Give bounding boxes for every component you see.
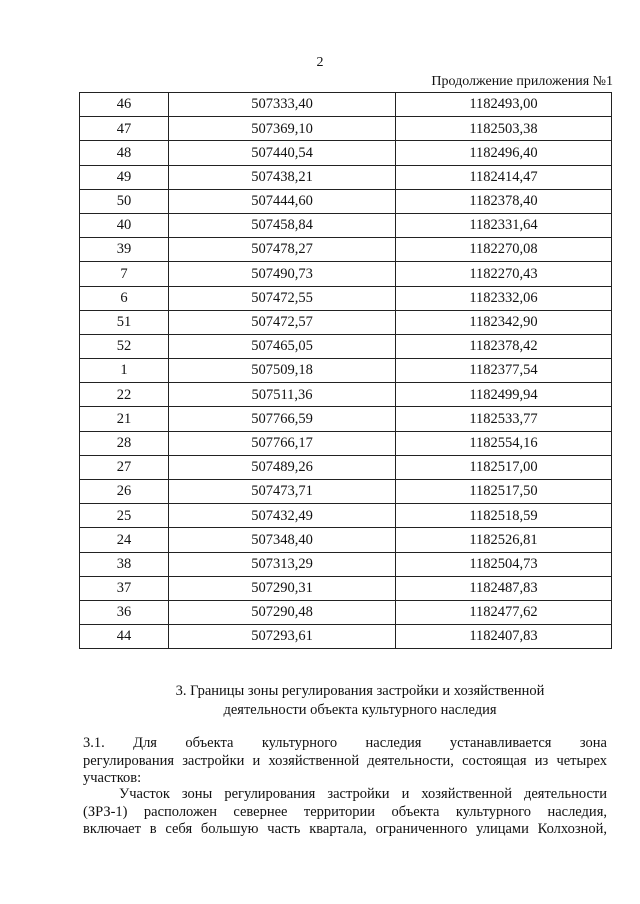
- y-coordinate-cell: 1182270,08: [396, 238, 612, 262]
- y-coordinate-cell: 1182414,47: [396, 165, 612, 189]
- table-row: [80, 334, 612, 358]
- coordinates-table: [79, 92, 612, 649]
- x-coordinate-cell: 507509,18: [169, 359, 396, 383]
- x-coordinate-cell: 507440,54: [169, 141, 396, 165]
- page-number: 2: [316, 55, 324, 70]
- table-row: [80, 117, 612, 141]
- table-row: [80, 238, 612, 262]
- y-coordinate-cell: 1182487,83: [396, 576, 612, 600]
- point-number-cell: 48: [80, 141, 169, 165]
- point-number-cell: 44: [80, 625, 169, 649]
- x-coordinate-cell: 507458,84: [169, 213, 396, 237]
- table-row: [80, 213, 612, 237]
- x-coordinate-cell: 507489,26: [169, 455, 396, 479]
- point-number-cell: 47: [80, 117, 169, 141]
- paragraph-line: Участок зоны регулирования застройки и хозяйственной деятельности: [119, 786, 607, 802]
- point-number-cell: 25: [80, 504, 169, 528]
- x-coordinate-cell: 507766,17: [169, 431, 396, 455]
- table-row: [80, 431, 612, 455]
- x-coordinate-cell: 507472,57: [169, 310, 396, 334]
- table-row: [80, 310, 612, 334]
- x-coordinate-cell: 507313,29: [169, 552, 396, 576]
- table-row: [80, 141, 612, 165]
- paragraph-3-1: [83, 735, 607, 788]
- y-coordinate-cell: 1182518,59: [396, 504, 612, 528]
- table-row: [80, 93, 612, 117]
- table-row: [80, 625, 612, 649]
- point-number-cell: 37: [80, 576, 169, 600]
- y-coordinate-cell: 1182331,64: [396, 213, 612, 237]
- point-number-cell: 24: [80, 528, 169, 552]
- point-number-cell: 27: [80, 455, 169, 479]
- paragraph-line: участков:: [83, 770, 142, 786]
- x-coordinate-cell: 507511,36: [169, 383, 396, 407]
- table-row: [80, 480, 612, 504]
- y-coordinate-cell: 1182342,90: [396, 310, 612, 334]
- table-row: [80, 286, 612, 310]
- y-coordinate-cell: 1182499,94: [396, 383, 612, 407]
- y-coordinate-cell: 1182554,16: [396, 431, 612, 455]
- section-heading-line-2: деятельности объекта культурного наследия: [223, 702, 497, 718]
- y-coordinate-cell: 1182270,43: [396, 262, 612, 286]
- y-coordinate-cell: 1182517,50: [396, 480, 612, 504]
- y-coordinate-cell: 1182378,40: [396, 189, 612, 213]
- x-coordinate-cell: 507478,27: [169, 238, 396, 262]
- table-row: [80, 600, 612, 624]
- paragraph-line: регулирования застройки и хозяйственной деятельности, состоящая из четырех: [83, 752, 607, 769]
- point-number-cell: 7: [80, 262, 169, 286]
- point-number-cell: 21: [80, 407, 169, 431]
- point-number-cell: 6: [80, 286, 169, 310]
- x-coordinate-cell: 507766,59: [169, 407, 396, 431]
- x-coordinate-cell: 507444,60: [169, 189, 396, 213]
- y-coordinate-cell: 1182477,62: [396, 600, 612, 624]
- y-coordinate-cell: 1182496,40: [396, 141, 612, 165]
- point-number-cell: 38: [80, 552, 169, 576]
- table-row: [80, 383, 612, 407]
- y-coordinate-cell: 1182526,81: [396, 528, 612, 552]
- table-row: [80, 504, 612, 528]
- table-row: [80, 189, 612, 213]
- point-number-cell: 49: [80, 165, 169, 189]
- table-row: [80, 576, 612, 600]
- point-number-cell: 22: [80, 383, 169, 407]
- table-row: [80, 552, 612, 576]
- table-row: [80, 165, 612, 189]
- x-coordinate-cell: 507290,31: [169, 576, 396, 600]
- x-coordinate-cell: 507438,21: [169, 165, 396, 189]
- y-coordinate-cell: 1182377,54: [396, 359, 612, 383]
- y-coordinate-cell: 1182517,00: [396, 455, 612, 479]
- paragraph-zrz-1: [83, 786, 607, 839]
- section-heading-line-1: 3. Границы зоны регулирования застройки и хозяйственной: [175, 683, 545, 699]
- x-coordinate-cell: 507293,61: [169, 625, 396, 649]
- point-number-cell: 26: [80, 480, 169, 504]
- table-row: [80, 262, 612, 286]
- point-number-cell: 51: [80, 310, 169, 334]
- x-coordinate-cell: 507333,40: [169, 93, 396, 117]
- point-number-cell: 36: [80, 600, 169, 624]
- x-coordinate-cell: 507348,40: [169, 528, 396, 552]
- y-coordinate-cell: 1182533,77: [396, 407, 612, 431]
- point-number-cell: 28: [80, 431, 169, 455]
- y-coordinate-cell: 1182504,73: [396, 552, 612, 576]
- y-coordinate-cell: 1182378,42: [396, 334, 612, 358]
- x-coordinate-cell: 507432,49: [169, 504, 396, 528]
- section-heading: [110, 682, 610, 720]
- x-coordinate-cell: 507473,71: [169, 480, 396, 504]
- paragraph-line: 3.1. Для объекта культурного наследия устанавливается зона: [83, 735, 607, 751]
- point-number-cell: 50: [80, 189, 169, 213]
- table-row: [80, 528, 612, 552]
- x-coordinate-cell: 507290,48: [169, 600, 396, 624]
- appendix-note: Продолжение приложения №1: [431, 74, 613, 89]
- point-number-cell: 40: [80, 213, 169, 237]
- table-row: [80, 359, 612, 383]
- table-row: [80, 455, 612, 479]
- point-number-cell: 52: [80, 334, 169, 358]
- point-number-cell: 1: [80, 359, 169, 383]
- x-coordinate-cell: 507369,10: [169, 117, 396, 141]
- point-number-cell: 39: [80, 238, 169, 262]
- y-coordinate-cell: 1182493,00: [396, 93, 612, 117]
- y-coordinate-cell: 1182503,38: [396, 117, 612, 141]
- x-coordinate-cell: 507490,73: [169, 262, 396, 286]
- y-coordinate-cell: 1182407,83: [396, 625, 612, 649]
- x-coordinate-cell: 507465,05: [169, 334, 396, 358]
- y-coordinate-cell: 1182332,06: [396, 286, 612, 310]
- point-number-cell: 46: [80, 93, 169, 117]
- table-row: [80, 407, 612, 431]
- paragraph-line: включает в себя большую часть квартала, ограниченного улицами Колхозной,: [83, 821, 607, 837]
- paragraph-line: (ЗРЗ-1) расположен севернее территории объекта культурного наследия,: [83, 803, 607, 820]
- x-coordinate-cell: 507472,55: [169, 286, 396, 310]
- coordinates-table-body: [80, 93, 612, 649]
